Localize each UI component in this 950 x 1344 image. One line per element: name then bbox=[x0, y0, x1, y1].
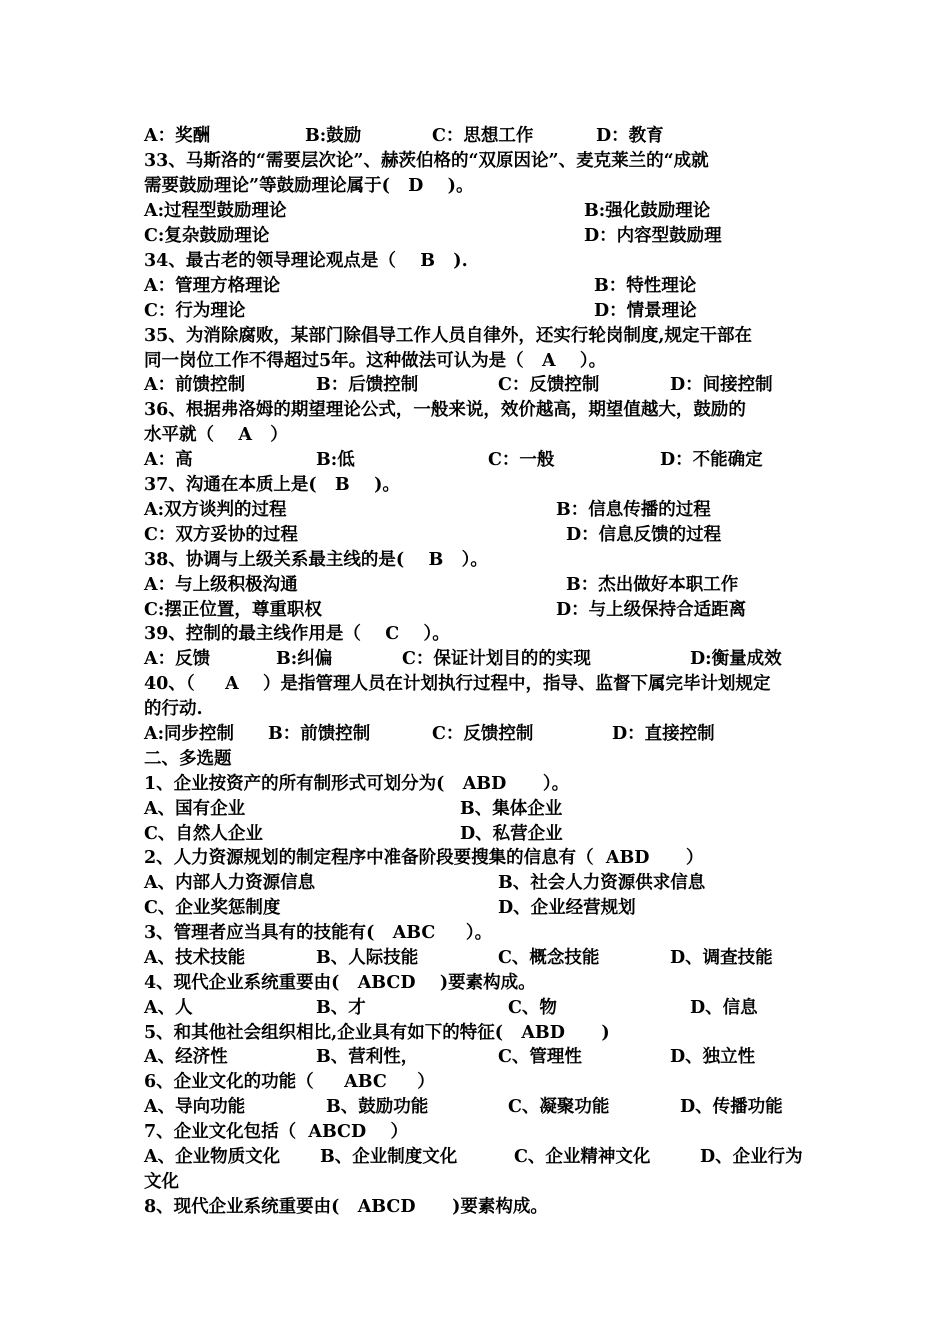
question-39: 39、控制的最主线作用是（ C ）。 bbox=[144, 624, 450, 644]
option-d: D、调查技能 bbox=[670, 948, 773, 968]
option-c: C、自然人企业 bbox=[144, 824, 263, 844]
option-b: B：后馈控制 bbox=[316, 375, 419, 395]
option-c: C:复杂鼓励理论 bbox=[144, 226, 270, 246]
option-d: D、独立性 bbox=[670, 1047, 756, 1067]
option-a: A、经济性 bbox=[144, 1047, 228, 1067]
option-c: C、凝聚功能 bbox=[508, 1097, 610, 1117]
option-a: A：与上级积极沟通 bbox=[144, 575, 298, 595]
question-33-line-2: 需要鼓励理论”等鼓励理论属于( D )。 bbox=[144, 176, 474, 196]
option-d: D：与上级保持合适距离 bbox=[556, 600, 747, 620]
multi-question-8: 8、现代企业系统重要由( ABCD )要素构成。 bbox=[144, 1197, 548, 1217]
option-b: B、鼓励功能 bbox=[326, 1097, 429, 1117]
option-d: D：情景理论 bbox=[594, 301, 697, 321]
question-36-line-2: 水平就（ A ） bbox=[144, 425, 288, 445]
option-b: B：杰出做好本职工作 bbox=[566, 575, 739, 595]
option-a: A、国有企业 bbox=[144, 799, 246, 819]
option-a: A:双方谈判的过程 bbox=[144, 500, 287, 520]
option-d: D、信息 bbox=[690, 998, 758, 1018]
option-a: A、内部人力资源信息 bbox=[144, 873, 316, 893]
option-c: C：双方妥协的过程 bbox=[144, 525, 298, 545]
option-c: C、企业精神文化 bbox=[514, 1147, 651, 1167]
option-a: A:过程型鼓励理论 bbox=[144, 201, 287, 221]
option-d: D：直接控制 bbox=[612, 724, 715, 744]
option-a: A：管理方格理论 bbox=[144, 276, 281, 296]
multi-question-1: 1、企业按资产的所有制形式可划分为( ABD ）。 bbox=[144, 774, 570, 794]
question-33-line-1: 33、马斯洛的“需要层次论”、赫茨伯格的“双原因论”、麦克莱兰的“成就 bbox=[144, 151, 709, 171]
option-b: B:低 bbox=[316, 450, 355, 470]
option-b: B、才 bbox=[316, 998, 366, 1018]
multi-question-7: 7、企业文化包括（ ABCD ） bbox=[144, 1122, 409, 1142]
option-d: D：间接控制 bbox=[670, 375, 773, 395]
question-40-line-1: 40、（ A ）是指管理人员在计划执行过程中，指导、监督下属完毕计划规定 bbox=[144, 674, 771, 694]
option-c: C：保证计划目的的实现 bbox=[402, 649, 591, 669]
option-c: C：一般 bbox=[488, 450, 555, 470]
option-d: D、企业行为 bbox=[700, 1147, 803, 1167]
option-c: C:摆正位置，尊重职权 bbox=[144, 600, 322, 620]
section-heading: 二、多选题 bbox=[144, 749, 232, 769]
question-37: 37、沟通在本质上是( B )。 bbox=[144, 475, 400, 495]
option-b: B、营利性， bbox=[316, 1047, 419, 1067]
option-b: B:鼓励 bbox=[305, 126, 362, 146]
option-d: D：信息反馈的过程 bbox=[566, 525, 722, 545]
option-d: D、传播功能 bbox=[680, 1097, 783, 1117]
option-d: D：教育 bbox=[596, 126, 664, 146]
option-d: D、私营企业 bbox=[460, 824, 563, 844]
option-c: C：反馈控制 bbox=[432, 724, 534, 744]
multi-question-6: 6、企业文化的功能（ ABC ） bbox=[144, 1072, 435, 1092]
question-35-line-2: 同一岗位工作不得超过5年。这种做法可认为是（ A ）。 bbox=[144, 351, 607, 371]
option-d: D：不能确定 bbox=[660, 450, 763, 470]
option-b: B：信息传播的过程 bbox=[556, 500, 711, 520]
multi-question-5: 5、和其他社会组织相比,企业具有如下的特征( ABD ) bbox=[144, 1023, 610, 1043]
option-c: C、管理性 bbox=[498, 1047, 582, 1067]
multi-question-4: 4、现代企业系统重要由( ABCD )要素构成。 bbox=[144, 973, 536, 993]
option-b: B、社会人力资源供求信息 bbox=[498, 873, 706, 893]
option-a: A、企业物质文化 bbox=[144, 1147, 281, 1167]
option-c: C、概念技能 bbox=[498, 948, 600, 968]
question-40-line-2: 的行动. bbox=[144, 699, 203, 719]
option-a: A：奖酬 bbox=[144, 126, 211, 146]
option-a: A、技术技能 bbox=[144, 948, 246, 968]
option-c: C：反馈控制 bbox=[498, 375, 600, 395]
option-a: A：前馈控制 bbox=[144, 375, 246, 395]
option-b: B:强化鼓励理论 bbox=[584, 201, 711, 221]
question-38: 38、协调与上级关系最主线的是( B ）。 bbox=[144, 550, 488, 570]
question-36-line-1: 36、根据弗洛姆的期望理论公式，一般来说，效价越高，期望值越大，鼓励的 bbox=[144, 400, 746, 420]
option-d: D：内容型鼓励理 bbox=[584, 226, 722, 246]
option-b: B、人际技能 bbox=[316, 948, 419, 968]
option-a: A：反馈 bbox=[144, 649, 211, 669]
option-a: A、人 bbox=[144, 998, 193, 1018]
option-a: A：高 bbox=[144, 450, 193, 470]
option-a: A、导向功能 bbox=[144, 1097, 246, 1117]
option-b: B：前馈控制 bbox=[268, 724, 371, 744]
option-d: D:衡量成效 bbox=[690, 649, 782, 669]
option-b: B：特性理论 bbox=[594, 276, 697, 296]
option-b: B:纠偏 bbox=[276, 649, 333, 669]
question-34: 34、最古老的领导理论观点是（ B ). bbox=[144, 251, 468, 271]
option-c: C：行为理论 bbox=[144, 301, 246, 321]
option-continuation: 文化 bbox=[144, 1172, 179, 1192]
option-d: D、企业经营规划 bbox=[498, 898, 636, 918]
option-b: B、集体企业 bbox=[460, 799, 563, 819]
option-b: B、企业制度文化 bbox=[320, 1147, 458, 1167]
multi-question-2: 2、人力资源规划的制定程序中准备阶段要搜集的信息有（ ABD ） bbox=[144, 848, 704, 868]
option-a: A:同步控制 bbox=[144, 724, 235, 744]
option-c: C、企业奖惩制度 bbox=[144, 898, 281, 918]
option-c: C：思想工作 bbox=[432, 126, 534, 146]
option-c: C、物 bbox=[508, 998, 557, 1018]
multi-question-3: 3、管理者应当具有的技能有( ABC ）。 bbox=[144, 923, 493, 943]
question-35-line-1: 35、为消除腐败，某部门除倡导工作人员自律外，还实行轮岗制度,规定干部在 bbox=[144, 326, 752, 346]
